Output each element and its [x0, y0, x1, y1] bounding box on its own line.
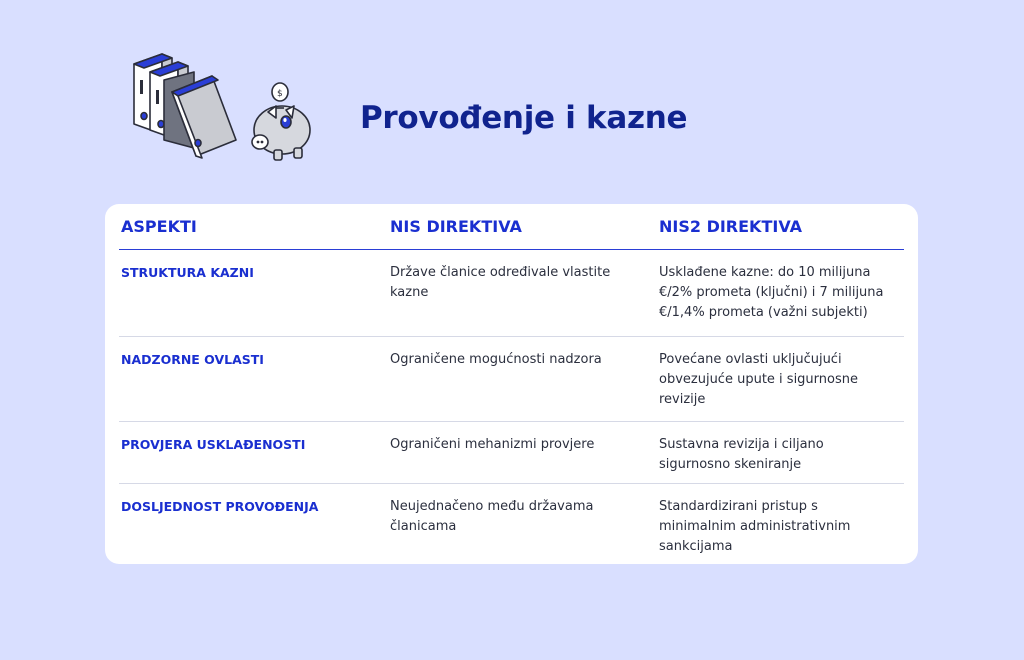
row-aspect: STRUKTURA KAZNI [121, 265, 254, 280]
row-aspect: NADZORNE OVLASTI [121, 352, 264, 367]
header-nis2: NIS2 DIREKTIVA [659, 217, 802, 236]
piggy-bank [246, 80, 314, 164]
table-row [119, 250, 904, 337]
header-nis: NIS DIREKTIVA [390, 217, 522, 236]
row-nis: Ograničeni mehanizmi provjere [390, 437, 595, 452]
row-aspect: DOSLJEDNOST PROVOĐENJA [121, 499, 319, 514]
row-nis: Države članice određivale vlastite kazne [390, 265, 611, 300]
row-nis2: Standardizirani pristup s minimalnim administrativnim sankcijama [659, 499, 851, 554]
row-nis: Ograničene mogućnosti nadzora [390, 352, 602, 367]
table-row [119, 337, 904, 422]
table-header [119, 204, 904, 250]
piggy-bank-icon [246, 80, 314, 164]
row-nis2: Povećane ovlasti uključujući obvezujuće upute i sigurnosne revizije [659, 352, 858, 407]
row-nis2: Usklađene kazne: do 10 milijuna €/2% prometa (ključni) i 7 milijuna €/1,4% prometa (važni subjekti) [659, 265, 884, 320]
page-title: Provođenje i kazne [360, 100, 688, 136]
row-nis2: Sustavna revizija i ciljano sigurnosno skeniranje [659, 437, 824, 472]
row-aspect: PROVJERA USKLAĐENOSTI [121, 437, 306, 452]
row-nis: Neujednačeno među državama članicama [390, 499, 594, 534]
table-row [119, 422, 904, 484]
header-aspekti: ASPEKTI [121, 217, 197, 236]
svg-text:$: $ [277, 89, 283, 99]
table-row [119, 484, 904, 564]
comparison-table [105, 204, 918, 564]
